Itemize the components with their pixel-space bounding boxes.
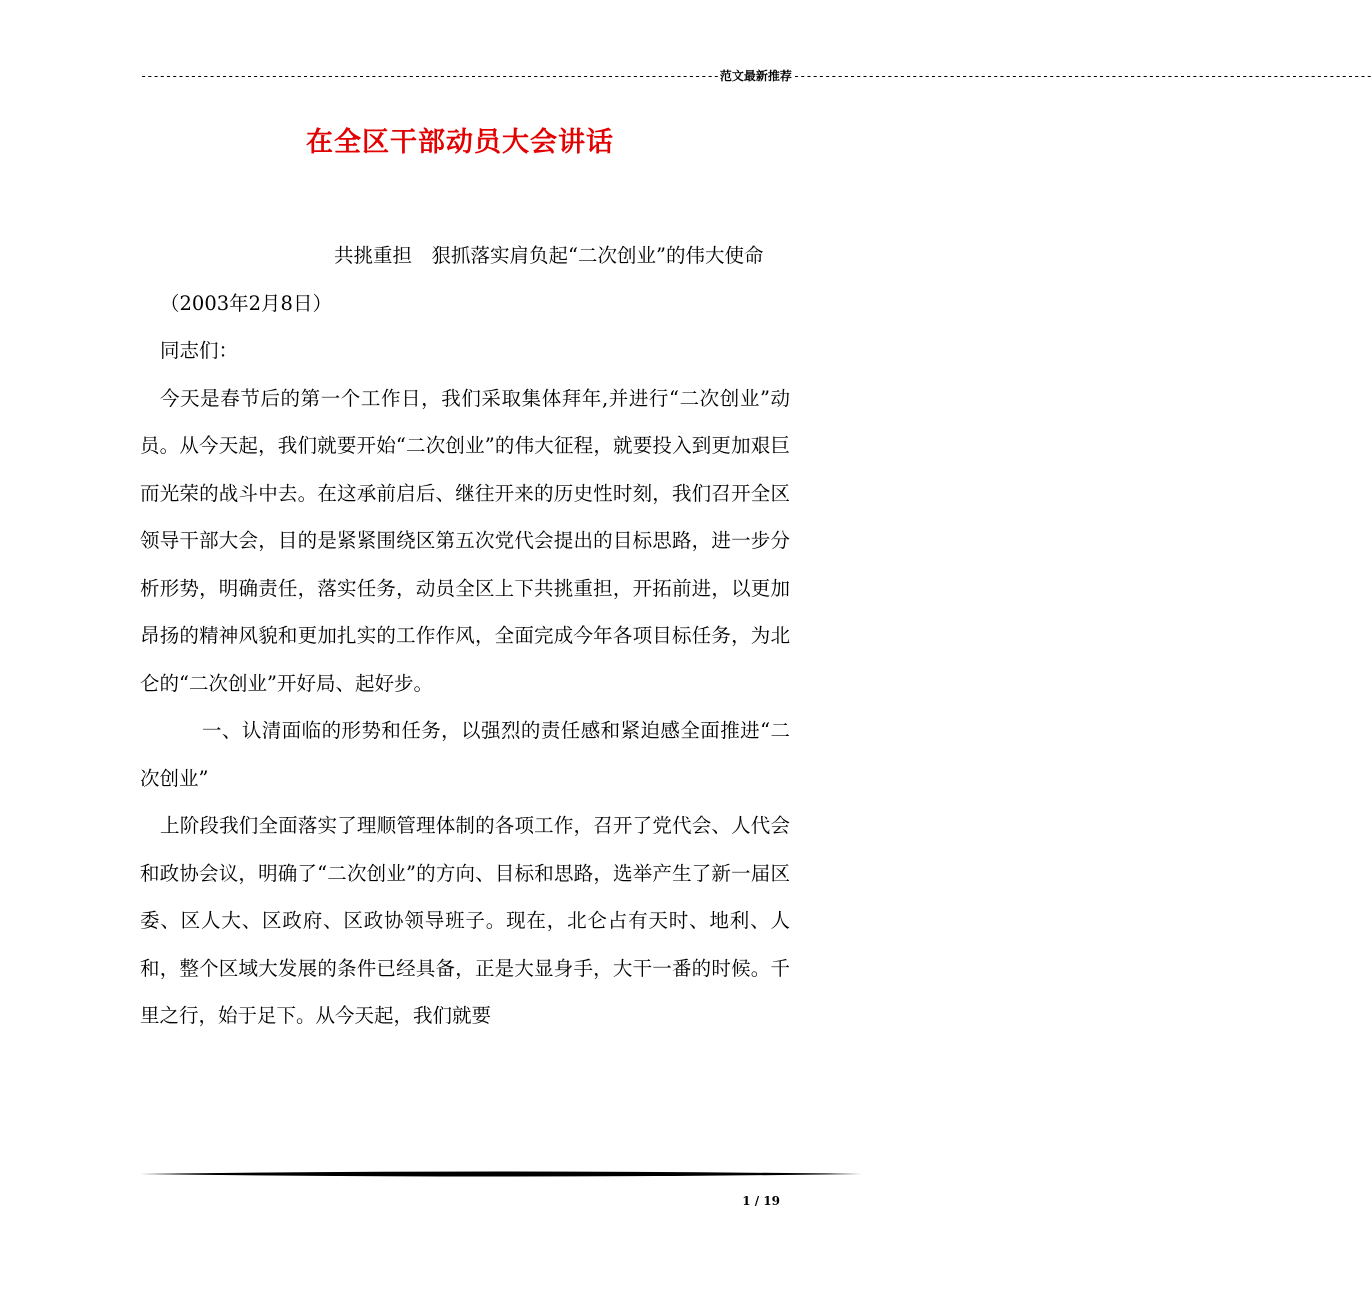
page-number: 1 / 19 — [742, 1194, 780, 1208]
document-subtitle: 共挑重担 狠抓落实肩负起“二次创业”的伟大使命 — [334, 244, 764, 267]
document-body — [140, 232, 790, 1040]
document-date: （2003年2月8日） — [160, 291, 332, 315]
header-label: 范文最新推荐 — [719, 69, 792, 83]
header-dashes-right: --------------------------------------------------------------------------------------------- — [792, 69, 1372, 83]
greeting: 同志们： — [160, 339, 239, 362]
header-dashes-left: --------------------------------------------------------------------------------------------- — [140, 69, 719, 83]
page-header — [140, 68, 1372, 84]
paragraph-intro: 今天是春节后的第一个工作日，我们采取集体拜年,并进行“二次创业”动员。从今天起，我们就要开始“二次创业”的伟大征程，就要投入到更加艰巨而光荣的战斗中去。在这承前启后、继往开来的历史性时刻，我们召开全区领导干部大会，目的是紧紧围绕区第五次党代会提出的目标思路，进一步分析形势，明确责任，落实任务，动员全区上下共挑重担，开拓前进，以更加昂扬的精神风貌和更加扎实的工作作风，全面完成今年各项目标任务，为北仑的“二次创业”开好局、起好步。 — [140, 386, 790, 695]
paragraph-section-1: 上阶段我们全面落实了理顺管理体制的各项工作，召开了党代会、人代会和政协会议，明确了“二次创业”的方向、目标和思路，选举产生了新一届区委、区人大、区政府、区政协领导班子。现在，北仑占有天时、地利、人和，整个区域大发展的条件已经具备，正是大显身手，大干一番的时候。千里之行，始于足下。从今天起，我们就要 — [140, 814, 790, 1027]
section-heading-1: 一、认清面临的形势和任务，以强烈的责任感和紧迫感全面推进“二次创业” — [140, 719, 790, 790]
footer-rule — [140, 1170, 862, 1178]
document-title: 在全区干部动员大会讲话 — [306, 127, 614, 158]
